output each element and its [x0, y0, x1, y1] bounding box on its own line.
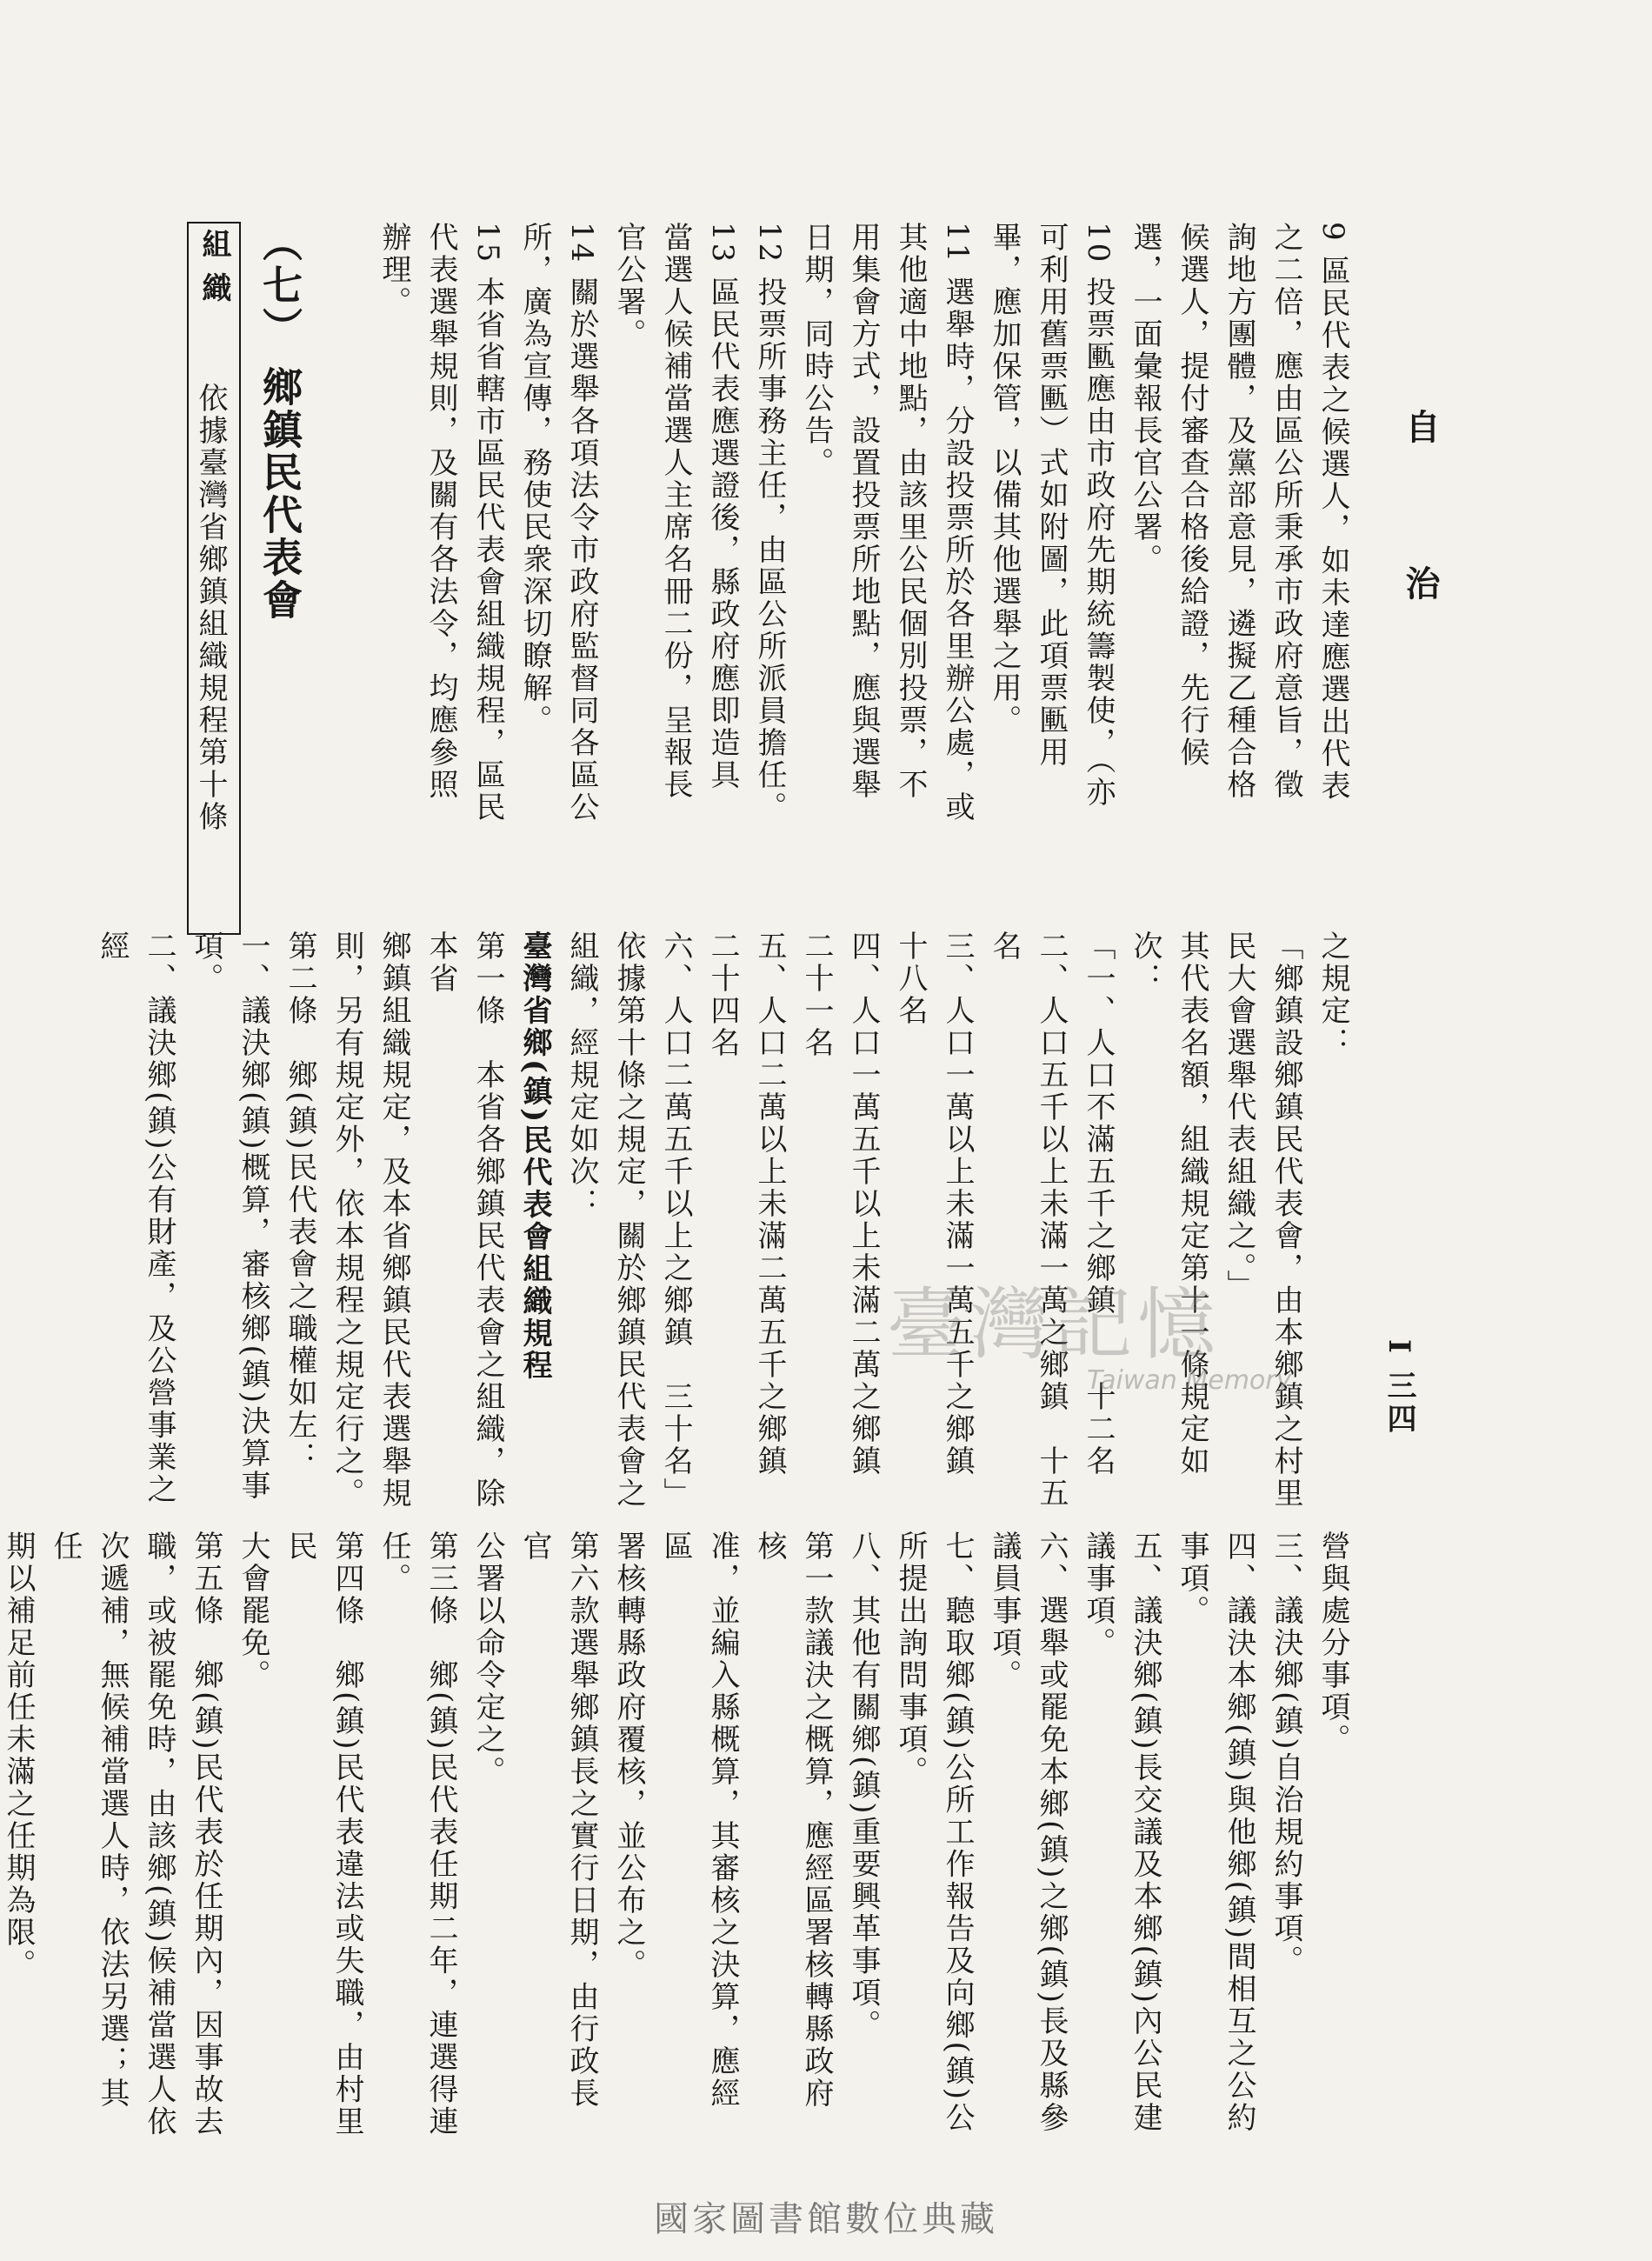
middle-line: 次：: [1128, 930, 1162, 995]
lower-line: 四、議決本鄉(鎮)與他鄉(鎮)間相互之公約: [1222, 1531, 1256, 2135]
middle-line: 三、人口一萬以上未滿一萬五千之鄉鎮 十八名: [893, 930, 975, 1510]
middle-line: 五、人口二萬以上未滿二萬五千之鄉鎮 二十四名: [705, 930, 787, 1510]
right-line: 13 區民代表應選證後，縣政府應即造具: [705, 222, 740, 792]
right-line: 詢地方團體，及黨部意見，遴擬乙種合格: [1222, 222, 1256, 801]
middle-line: 「一、人口不滿五千之鄉鎮 十二名: [1081, 930, 1116, 1477]
lower-line: 七、聽取鄉(鎮)公所工作報告及向鄉(鎮)公: [940, 1531, 975, 2135]
right-line: 12 投票所事務主任，由區公所派員擔任。: [752, 222, 787, 824]
right-line: 15 本省省轄市區民代表會組織規程，區民: [470, 222, 505, 824]
lower-line: 第一款議決之概算，應經區署核轉縣政府核: [752, 1531, 834, 2110]
lower-line: 六、選舉或罷免本鄉(鎮)之鄉(鎮)長及縣參: [1034, 1531, 1069, 2135]
right-line: 9 區民代表之候選人，如未達應選出代表: [1316, 222, 1350, 803]
middle-line: 四、人口一萬五千以上未滿二萬之鄉鎮 二十一名: [799, 930, 881, 1510]
middle-line: 二、議決鄉(鎮)公有財產，及公營事業之經: [95, 930, 177, 1506]
middle-line: 一、議決鄉(鎮)概算，審核鄉(鎮)決算事: [236, 930, 270, 1503]
section-title: （七） 鄉鎮民代表會: [256, 222, 303, 623]
lower-line: 准，並編入縣概算，其審核之決算，應經區: [658, 1531, 740, 2110]
right-text-block: [370, 222, 1356, 935]
lower-line: 五、議決鄉(鎮)長交議及本鄉(鎮)內公民建: [1128, 1531, 1162, 2135]
lower-line: 公署以命令定之。: [470, 1531, 505, 1788]
tag-note: 依據臺灣省鄉鎮組織規程第十條: [193, 383, 228, 833]
right-line: 11 選舉時，分設投票所於各里辦公處，或: [940, 222, 975, 824]
lower-line: 大會罷免。: [236, 1531, 270, 1691]
right-line: 10 投票匭應由市政府先期統籌製使，（亦: [1081, 222, 1116, 810]
right-line: 當選人候補當選人主席名冊二份，呈報長: [658, 222, 693, 801]
middle-text-block: [89, 930, 1356, 1522]
lower-line: 期以補足前任未滿之任期為限。: [1, 1531, 36, 1981]
footer-credit: 國家圖書館數位典藏: [654, 2199, 998, 2239]
lower-line: 議事項。: [1081, 1531, 1116, 1659]
right-line: 官公署。: [611, 222, 646, 350]
right-line: 選，一面彙報長官公署。: [1128, 222, 1162, 576]
watermark-subtitle: Taiwan Memory: [1087, 1365, 1292, 1396]
lower-line: 八、其他有關鄉(鎮)重要興革事項。: [846, 1531, 881, 2042]
lower-line: 任。: [376, 1531, 411, 1595]
lower-line: 次遞補，無候補當選人時，依法另選；其任: [48, 1531, 130, 2110]
lower-line: 所提出詢問事項。: [893, 1531, 928, 1788]
tag-label: 組織: [187, 222, 241, 935]
lower-line: 第四條 鄉(鎮)民代表違法或失職，由村里民: [283, 1531, 364, 2138]
lower-line: 第三條 鄉(鎮)民代表任期二年，連選得連: [423, 1531, 458, 2138]
page-number: I 三四: [1382, 1339, 1416, 1437]
lower-line: 署核轉縣政府覆核，並公布之。: [611, 1531, 646, 1981]
right-line: 用集會方式，設置投票所地點，應與選舉: [846, 222, 881, 801]
middle-line: 組織，經規定如次：: [564, 930, 599, 1220]
header-char-zhi: 治: [1400, 565, 1441, 604]
lower-text-block: [0, 1531, 1356, 2139]
middle-line: 其代表名額，組織規定第十一條規定如: [1175, 930, 1209, 1477]
lower-line: 第六款選舉鄉鎮長之實行日期，由行政長官: [517, 1531, 599, 2110]
lower-line: 議員事項。: [987, 1531, 1022, 1691]
right-line: 代表選舉規則，及關有各法令，均應參照: [423, 222, 458, 801]
middle-line: 之規定：: [1316, 930, 1350, 1059]
middle-line: 依據第十條之規定，關於鄉鎮民代表會之: [611, 930, 646, 1510]
middle-line: 六、人口二萬五千以上之鄉鎮 三十名」: [658, 930, 693, 1510]
middle-line: 第一條 本省各鄉鎮民代表會之組織，除本省: [423, 930, 505, 1510]
lower-line: 營與處分事項。: [1316, 1531, 1350, 1756]
watermark-logo: 臺灣記憶: [887, 1279, 1221, 1371]
right-line: 日期，同時公告。: [799, 222, 834, 479]
right-line: 辦理。: [376, 222, 411, 318]
right-line: 14 關於選舉各項法令市政府監督同各區公: [564, 222, 599, 824]
right-line: 所，廣為宣傳，務使民衆深切瞭解。: [517, 222, 552, 737]
tag-note-block: [187, 383, 234, 939]
right-line: 可利用舊票匭）式如附圖，此項票匭用: [1034, 222, 1069, 769]
right-line: 之二倍，應由區公所秉承市政府意旨，徵: [1269, 222, 1303, 801]
lower-line: 事項。: [1175, 1531, 1209, 1627]
middle-line: 項。: [189, 930, 223, 995]
right-line: 候選人，提付審查合格後給證，先行候: [1175, 222, 1209, 769]
middle-line: 第二條 鄉(鎮)民代表會之職權如左：: [283, 930, 317, 1474]
lower-line: 三、議決鄉(鎮)自治規約事項。: [1269, 1531, 1303, 1978]
section-block: [252, 222, 308, 935]
middle-line: 臺灣省鄉(鎮)民代表會組織規程: [517, 930, 552, 1383]
middle-line: 二、人口五千以上未滿一萬之鄉鎮 十五名: [987, 930, 1069, 1510]
header-char-zi: 自: [1400, 409, 1441, 447]
lower-line: 第五條 鄉(鎮)民代表於任期內，因事故去: [189, 1531, 223, 2138]
middle-line: 民大會選舉代表組織之。」: [1222, 930, 1256, 1302]
lower-line: 職，或被罷免時，由該鄉(鎮)候補當選人依: [142, 1531, 177, 2138]
right-line: 其他適中地點，由該里公民個別投票，不: [893, 222, 928, 801]
right-line: 畢，應加保管，以備其他選舉之用。: [987, 222, 1022, 737]
middle-line: 鄉鎮組織規定，及本省鄉鎮民代表選舉規: [376, 930, 411, 1510]
middle-line: 則，另有規定外，依本規程之規定行之。: [330, 930, 364, 1510]
middle-line: 「鄉鎮設鄉鎮民代表會，由本鄉鎮之村里: [1269, 930, 1303, 1510]
